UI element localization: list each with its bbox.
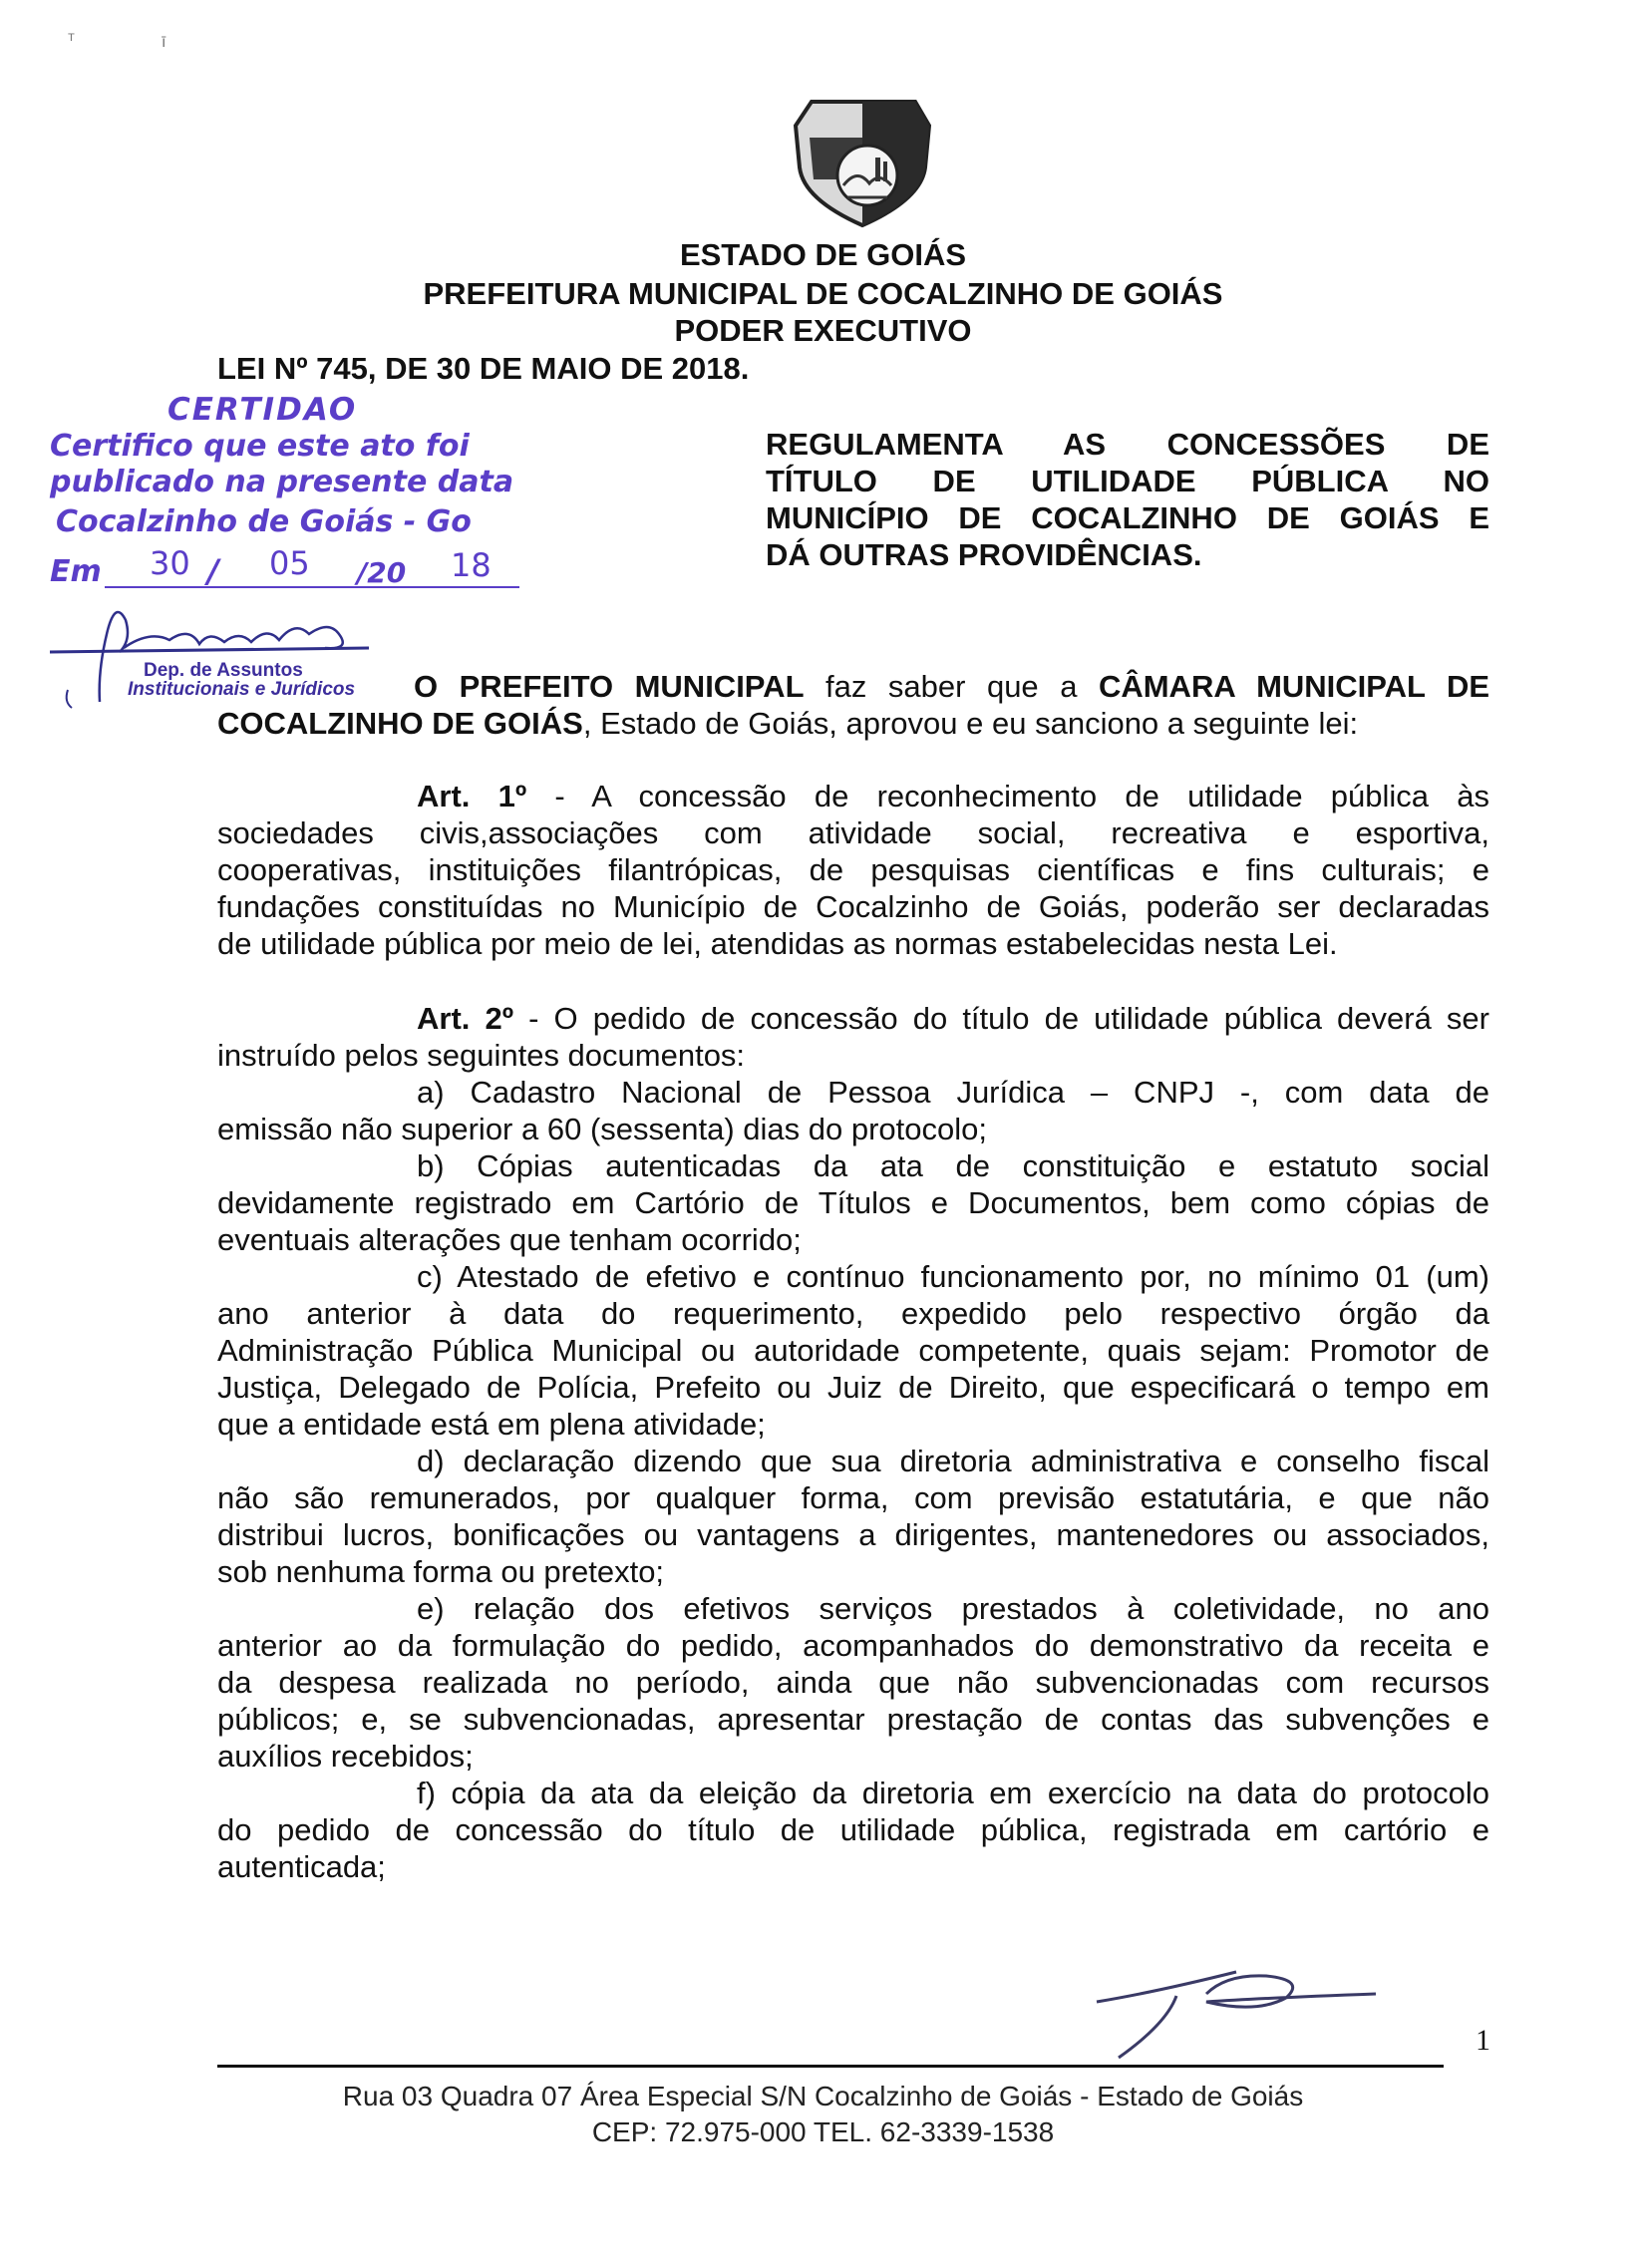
stamp-date-year-suffix: 18: [451, 546, 492, 584]
item-e-line: públicos; e, se subvencionadas, apresentar prestação de contas das subvenções e: [217, 1702, 1489, 1737]
coat-of-arms-logo: [788, 88, 937, 229]
item-b-line: devidamente registrado em Cartório de Títulos e Documentos, bem como cópias de: [217, 1185, 1489, 1220]
item-c-line: ano anterior à data do requerimento, expedido pelo respectivo órgão da: [217, 1296, 1489, 1331]
article-1-line: sociedades civis,associações com atividade social, recreativa e esportiva,: [217, 815, 1489, 850]
item-f-line: autenticada;: [217, 1849, 386, 1884]
law-title: LEI Nº 745, DE 30 DE MAIO DE 2018.: [217, 351, 750, 386]
article-1: [217, 778, 1489, 962]
page-number: 1: [1476, 2024, 1490, 2057]
article-2-label: Art. 2º: [417, 1001, 514, 1036]
item-c-line: Justiça, Delegado de Polícia, Prefeito ou Juiz de Direito, que especificará o tempo em: [217, 1370, 1489, 1405]
signature-initials: [1077, 1954, 1396, 2064]
article-1-line: Art. 1º - A concessão de reconhecimento de utilidade pública às: [417, 779, 1489, 813]
article-1-label: Art. 1º: [417, 779, 527, 813]
header-power: PODER EXECUTIVO: [674, 313, 972, 348]
scan-mark: ī: [162, 34, 166, 51]
ementa-line: REGULAMENTA AS CONCESSÕES DE: [766, 427, 1489, 462]
footer-contact: CEP: 72.975-000 TEL. 62-3339-1538: [591, 2116, 1055, 2147]
stamp-line-2: publicado na presente data: [50, 465, 514, 499]
stamp-date-label: Em: [50, 554, 102, 589]
preamble-text-2: , Estado de Goiás, aprovou e eu sanciono a seguinte lei:: [582, 706, 1359, 741]
stamp-date-month: 05: [269, 544, 310, 582]
stamp-date-slash: /: [207, 552, 219, 590]
preamble-bold-cocalzinho: COCALZINHO DE GOIÁS: [217, 706, 583, 741]
item-e-line: da despesa realizada no período, ainda que não subvencionadas com recursos: [217, 1665, 1489, 1700]
ementa-line: TÍTULO DE UTILIDADE PÚBLICA NO: [766, 464, 1489, 498]
article-1-line: de utilidade pública por meio de lei, atendidas as normas estabelecidas nesta Lei.: [217, 926, 1338, 961]
ementa-line: DÁ OUTRAS PROVIDÊNCIAS.: [766, 537, 1202, 572]
scan-mark: ᵀ: [68, 32, 75, 49]
preamble-line-2: [217, 705, 1489, 742]
item-b: b) Cópias autenticadas da ata de constituição e estatuto social: [417, 1148, 1489, 1183]
preamble-line-1: [414, 668, 1489, 705]
stamp-date-day: 30: [150, 544, 190, 582]
item-d-line: distribui lucros, bonificações ou vantagens a dirigentes, mantenedores ou associados,: [217, 1517, 1489, 1552]
item-c-line: que a entidade está em plena atividade;: [217, 1407, 766, 1442]
item-e-line: anterior ao da formulação do pedido, acompanhados do demonstrativo da receita e: [217, 1628, 1489, 1663]
preamble-bold-prefeito: O PREFEITO MUNICIPAL: [414, 669, 805, 704]
item-e-line: auxílios recebidos;: [217, 1739, 474, 1774]
item-c: c) Atestado de efetivo e contínuo funcionamento por, no mínimo 01 (um): [417, 1259, 1489, 1294]
preamble-text-1: faz saber que a: [804, 669, 1099, 704]
stamp-line-1: Certifico que este ato foi: [50, 429, 470, 464]
item-d: d) declaração dizendo que sua diretoria administrativa e conselho fiscal: [417, 1444, 1489, 1478]
stamp-date-underline: [105, 586, 519, 588]
stamp-dept-2: Institucionais e Jurídicos: [128, 679, 356, 700]
stamp-date-year-prefix: /20: [357, 556, 407, 589]
article-2-line: Art. 2º - O pedido de concessão do título de utilidade pública deverá ser: [417, 1001, 1489, 1036]
item-b-line: eventuais alterações que tenham ocorrido;: [217, 1222, 802, 1257]
footer-divider: [217, 2065, 1444, 2068]
ementa: [766, 426, 1489, 573]
stamp-line-3: Cocalzinho de Goiás - Go: [56, 504, 472, 539]
header-prefecture: PREFEITURA MUNICIPAL DE COCALZINHO DE GOIÁS: [423, 276, 1223, 311]
item-c-line: Administração Pública Municipal ou autoridade competente, quais sejam: Promotor de: [217, 1333, 1489, 1368]
item-f: f) cópia da ata da eleição da diretoria em exercício na data do protocolo: [417, 1776, 1489, 1810]
preamble-bold-camara: CÂMARA MUNICIPAL DE: [1098, 669, 1490, 704]
article-2-line: instruído pelos seguintes documentos:: [217, 1038, 746, 1073]
footer-address: Rua 03 Quadra 07 Área Especial S/N Cocalzinho de Goiás - Estado de Goiás: [342, 2081, 1304, 2111]
article-1-line: fundações constituídas no Município de Cocalzinho de Goiás, poderão ser declaradas: [217, 889, 1489, 924]
item-d-line: sob nenhuma forma ou pretexto;: [217, 1554, 665, 1589]
header-state: ESTADO DE GOIÁS: [679, 237, 967, 272]
item-d-line: não são remunerados, por qualquer forma, com previsão estatutária, e que não: [217, 1480, 1489, 1515]
item-e: e) relação dos efetivos serviços prestados à coletividade, no ano: [417, 1591, 1489, 1626]
item-a-line: emissão não superior a 60 (sessenta) dias do protocolo;: [217, 1112, 987, 1146]
stamp-dept-1: Dep. de Assuntos: [144, 660, 303, 681]
article-2: [217, 1000, 1489, 1885]
stamp-title: CERTIDAO: [167, 392, 358, 428]
article-1-line: cooperativas, instituições filantrópicas, de pesquisas científicas e fins culturais; e: [217, 852, 1489, 887]
item-f-line: do pedido de concessão do título de utilidade pública, registrada em cartório e: [217, 1812, 1489, 1847]
item-a: a) Cadastro Nacional de Pessoa Jurídica – CNPJ -, com data de: [417, 1075, 1489, 1110]
ementa-line: MUNICÍPIO DE COCALZINHO DE GOIÁS E: [766, 500, 1489, 535]
